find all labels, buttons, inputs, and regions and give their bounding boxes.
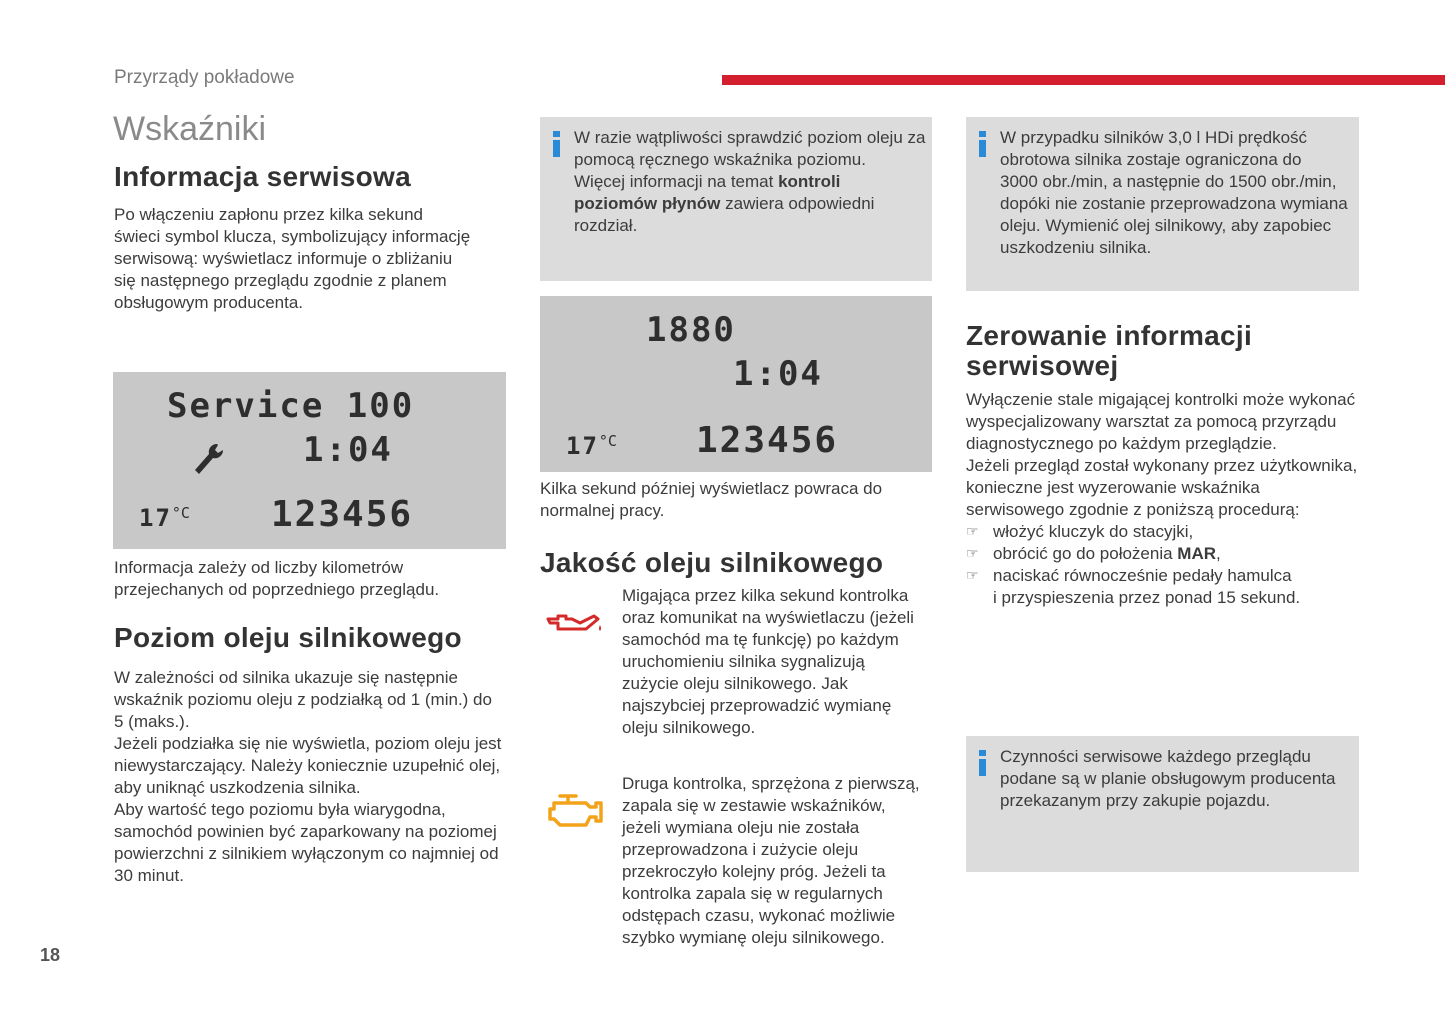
pointing-hand-icon: ☞ — [966, 523, 979, 539]
page-title: Wskaźniki — [113, 110, 267, 148]
oil-can-icon — [546, 611, 604, 635]
reset-procedure-list — [966, 521, 1366, 609]
engine-warning-icon — [546, 790, 604, 832]
reset-heading: Zerowanie informacji serwisowej — [966, 320, 1253, 381]
info-box-service-plan: Czynności serwisowe każdego przeglądu podane są w planie obsługowym producenta przekazanym przy zakupie pojazdu. — [966, 736, 1359, 872]
page-number: 18 — [40, 945, 61, 965]
chapter-accent-bar — [722, 75, 1445, 85]
service-display — [113, 372, 506, 549]
info-icon — [978, 750, 987, 776]
normal-display-caption: Kilka sekund później wyświetlacz powraca do normalnej pracy. — [540, 479, 883, 520]
oil-level-text: W zależności od silnika ukazuje się następnie wskaźnik poziomu oleju z podziałką od 1 (min.) do 5 (maks.). Jeżeli podziałka się nie wyświetla, poziom oleju jest niewystarczający. Należy koniecznie uzupełnić olej, aby uniknąć uszkodzenia silnika. Aby wartość tego poziomu była wiarygodna, samochód powinien być zaparkowany na poziomej powierzchni z silnikiem wyłączonym co najmniej od 30 minut. — [114, 668, 502, 885]
service-text: Po włączeniu zapłonu przez kilka sekund świeci symbol klucza, symbolizujący informację serwisową: wyświetlacz informuje o zbliżaniu się następnego przeglądu zgodnie z planem obsługowym producenta. — [114, 205, 471, 312]
wrench-icon — [191, 440, 227, 478]
display-time: 1:04 — [733, 354, 823, 394]
display-temp: $17^{^\circ C}$ — [566, 432, 617, 460]
reset-text: Wyłączenie stale migającej kontrolki może wykonać wyspecjalizowany warsztat za pomocą przyrządu diagnostycznego po każdym przeglądzie. Jeżeli przegląd został wykonany przez użytkownika, konieczne jest wyzerowanie wskaźnika serwisowego zgodnie z poniższą procedurą: ☞ włożyć kluczyk do stacyjki, ☞ obrócić go do położenia MAR, ☞ naciskać równocześnie pedały hamulca i przyspieszenia przez ponad 15 sekund. — [966, 389, 1366, 609]
info-box-oil-check: W razie wątpliwości sprawdzić poziom oleju za pomocą ręcznego wskaźnika poziomu. Więcej informacji na temat kontroli poziomów płynów zawiera odpowiedni rozdział. — [540, 117, 932, 281]
display-service-line: Service 100 — [167, 386, 415, 426]
info-icon — [978, 131, 987, 157]
list-item: ☞ obrócić go do położenia MAR, — [966, 544, 1221, 563]
display-time: 1:04 — [303, 430, 393, 470]
display-odometer: 123456 — [696, 420, 839, 461]
normal-display — [540, 296, 932, 472]
display-temp: $17^{^\circ C}$ — [139, 504, 190, 532]
service-heading: Informacja serwisowa — [114, 161, 412, 192]
display-odometer: 123456 — [271, 494, 414, 535]
chapter-title: Przyrządy pokładowe — [114, 67, 295, 88]
list-item: ☞ włożyć kluczyk do stacyjki, — [966, 522, 1194, 541]
info-icon — [552, 131, 561, 157]
oil-level-heading: Poziom oleju silnikowego — [114, 622, 462, 653]
list-item: ☞ naciskać równocześnie pedały hamulca i przyspieszenia przez ponad 15 sekund. — [966, 566, 1301, 607]
display-caption: Informacja zależy od liczby kilometrów przejechanych od poprzedniego przeglądu. — [114, 558, 440, 599]
pointing-hand-icon: ☞ — [966, 545, 979, 561]
pointing-hand-icon: ☞ — [966, 567, 979, 583]
display-top-value: 1880 — [646, 310, 736, 350]
oil-quality-heading: Jakość oleju silnikowego — [540, 547, 884, 578]
warning-engine-text: Druga kontrolka, sprzężona z pierwszą, zapala się w zestawie wskaźników, jeżeli wymiana oleju nie została przeprowadzona i zużycie oleju przekroczyło kolejny próg. Jeżeli ta kontrolka zapala się w regularnych odstępach czasu, wykonać możliwie szybko wymianę oleju silnikowego. — [622, 774, 920, 947]
info-box-engine-limit: W przypadku silników 3,0 l HDi prędkość obrotowa silnika zostaje ograniczona do 3000 obr./min, a następnie do 1500 obr./min, dopóki nie zostanie przeprowadzona wymiana oleju. Wymienić olej silnikowy, aby zapobiec uszkodzeniu silnika. — [966, 117, 1359, 291]
warning-oil-text: Migająca przez kilka sekund kontrolka oraz komunikat na wyświetlaczu (jeżeli samochód ma tę funkcję) po każdym uruchomieniu silnika sygnalizują zużycie oleju silnikowego. Jak najszybciej przeprowadzić wymianę oleju silnikowego. — [622, 586, 914, 737]
